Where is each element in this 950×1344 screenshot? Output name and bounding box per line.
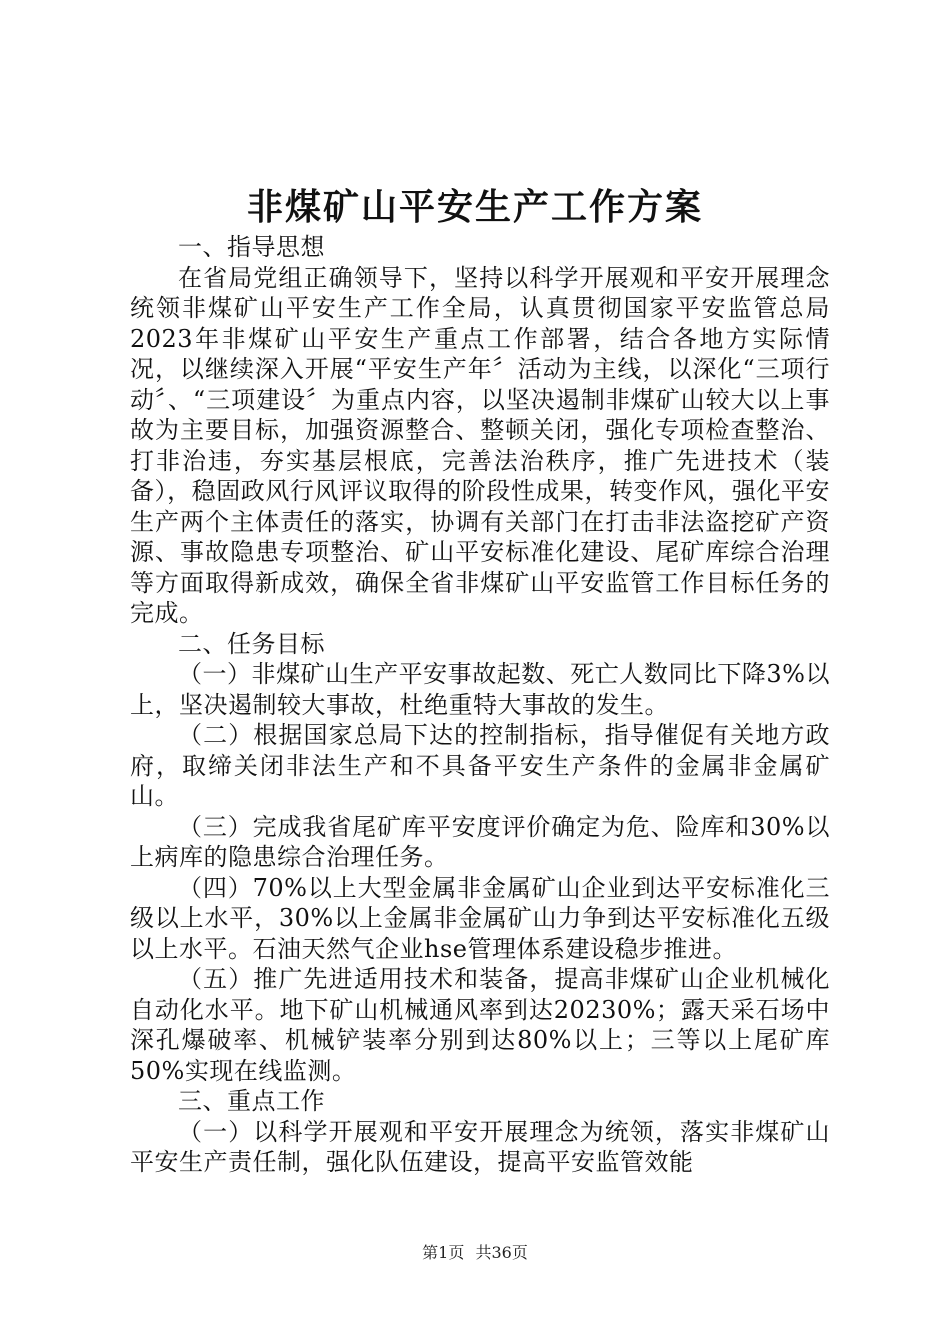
paragraph-guiding-ideology: 在省局党组正确领导下，坚持以科学开展观和平安开展理念统领非煤矿山平安生产工作全局，认真贯彻国家平安监管总局2023年非煤矿山平安生产重点工作部署，结合各地方实际情况，以继续深入开展“平安生产年〞活动为主线，以深化“三项行动〞、“三项建设〞为重点内容，以坚决遏制非煤矿山较大以上事故为主要目标，加强资源整合、整顿关闭，强化专项检查整治、打非治违，夯实基层根底，完善法治秩序，推广先进技术（装备），稳固政风行风评议取得的阶段性成果，转变作风，强化平安生产两个主体责任的落实，协调有关部门在打击非法盗挖矿产资源、事故隐患专项整治、矿山平安标准化建设、尾矿库综合治理等方面取得新成效，确保全省非煤矿山平安监管工作目标任务的完成。 bbox=[130, 263, 830, 627]
paragraph-goal-5: （五）推广先进适用技术和装备，提高非煤矿山企业机械化自动化水平。地下矿山机械通风率到达20230%；露天采石场中深孔爆破率、机械铲装率分别到达80%以上；三等以上尾矿库50%实现在线监测。 bbox=[130, 965, 830, 1085]
section-heading-task-goals: 二、任务目标 bbox=[178, 629, 325, 658]
page-total: 共36页 bbox=[475, 1243, 528, 1262]
page-title: 非煤矿山平安生产工作方案 bbox=[246, 186, 703, 228]
section-heading-key-work: 三、重点工作 bbox=[178, 1087, 325, 1115]
page-number: 第1页 bbox=[422, 1243, 465, 1262]
document-body bbox=[130, 232, 830, 1178]
paragraph-goal-4: （四）70%以上大型金属非金属矿山企业到达平安标准化三级以上水平，30%以上金属非金属矿山力争到达平安标准化五级以上水平。石油天然气企业hse管理体系建设稳步推进。 bbox=[130, 873, 830, 963]
paragraph-goal-1: （一）非煤矿山生产平安事故起数、死亡人数同比下降3%以上，坚决遏制较大事故，杜绝重特大事故的发生。 bbox=[130, 660, 830, 719]
page-footer bbox=[0, 1242, 950, 1264]
paragraph-goal-3: （三）完成我省尾矿库平安度评价确定为危、险库和30%以上病库的隐患综合治理任务。 bbox=[130, 812, 830, 871]
paragraph-goal-2: （二）根据国家总局下达的控制指标，指导催促有关地方政府，取缔关闭非法生产和不具备平安生产条件的金属非金属矿山。 bbox=[130, 721, 830, 810]
section-heading-guiding-ideology: 一、指导思想 bbox=[178, 233, 325, 261]
paragraph-key-work-1: （一）以科学开展观和平安开展理念为统领，落实非煤矿山平安生产责任制，强化队伍建设，提高平安监管效能 bbox=[130, 1117, 830, 1176]
